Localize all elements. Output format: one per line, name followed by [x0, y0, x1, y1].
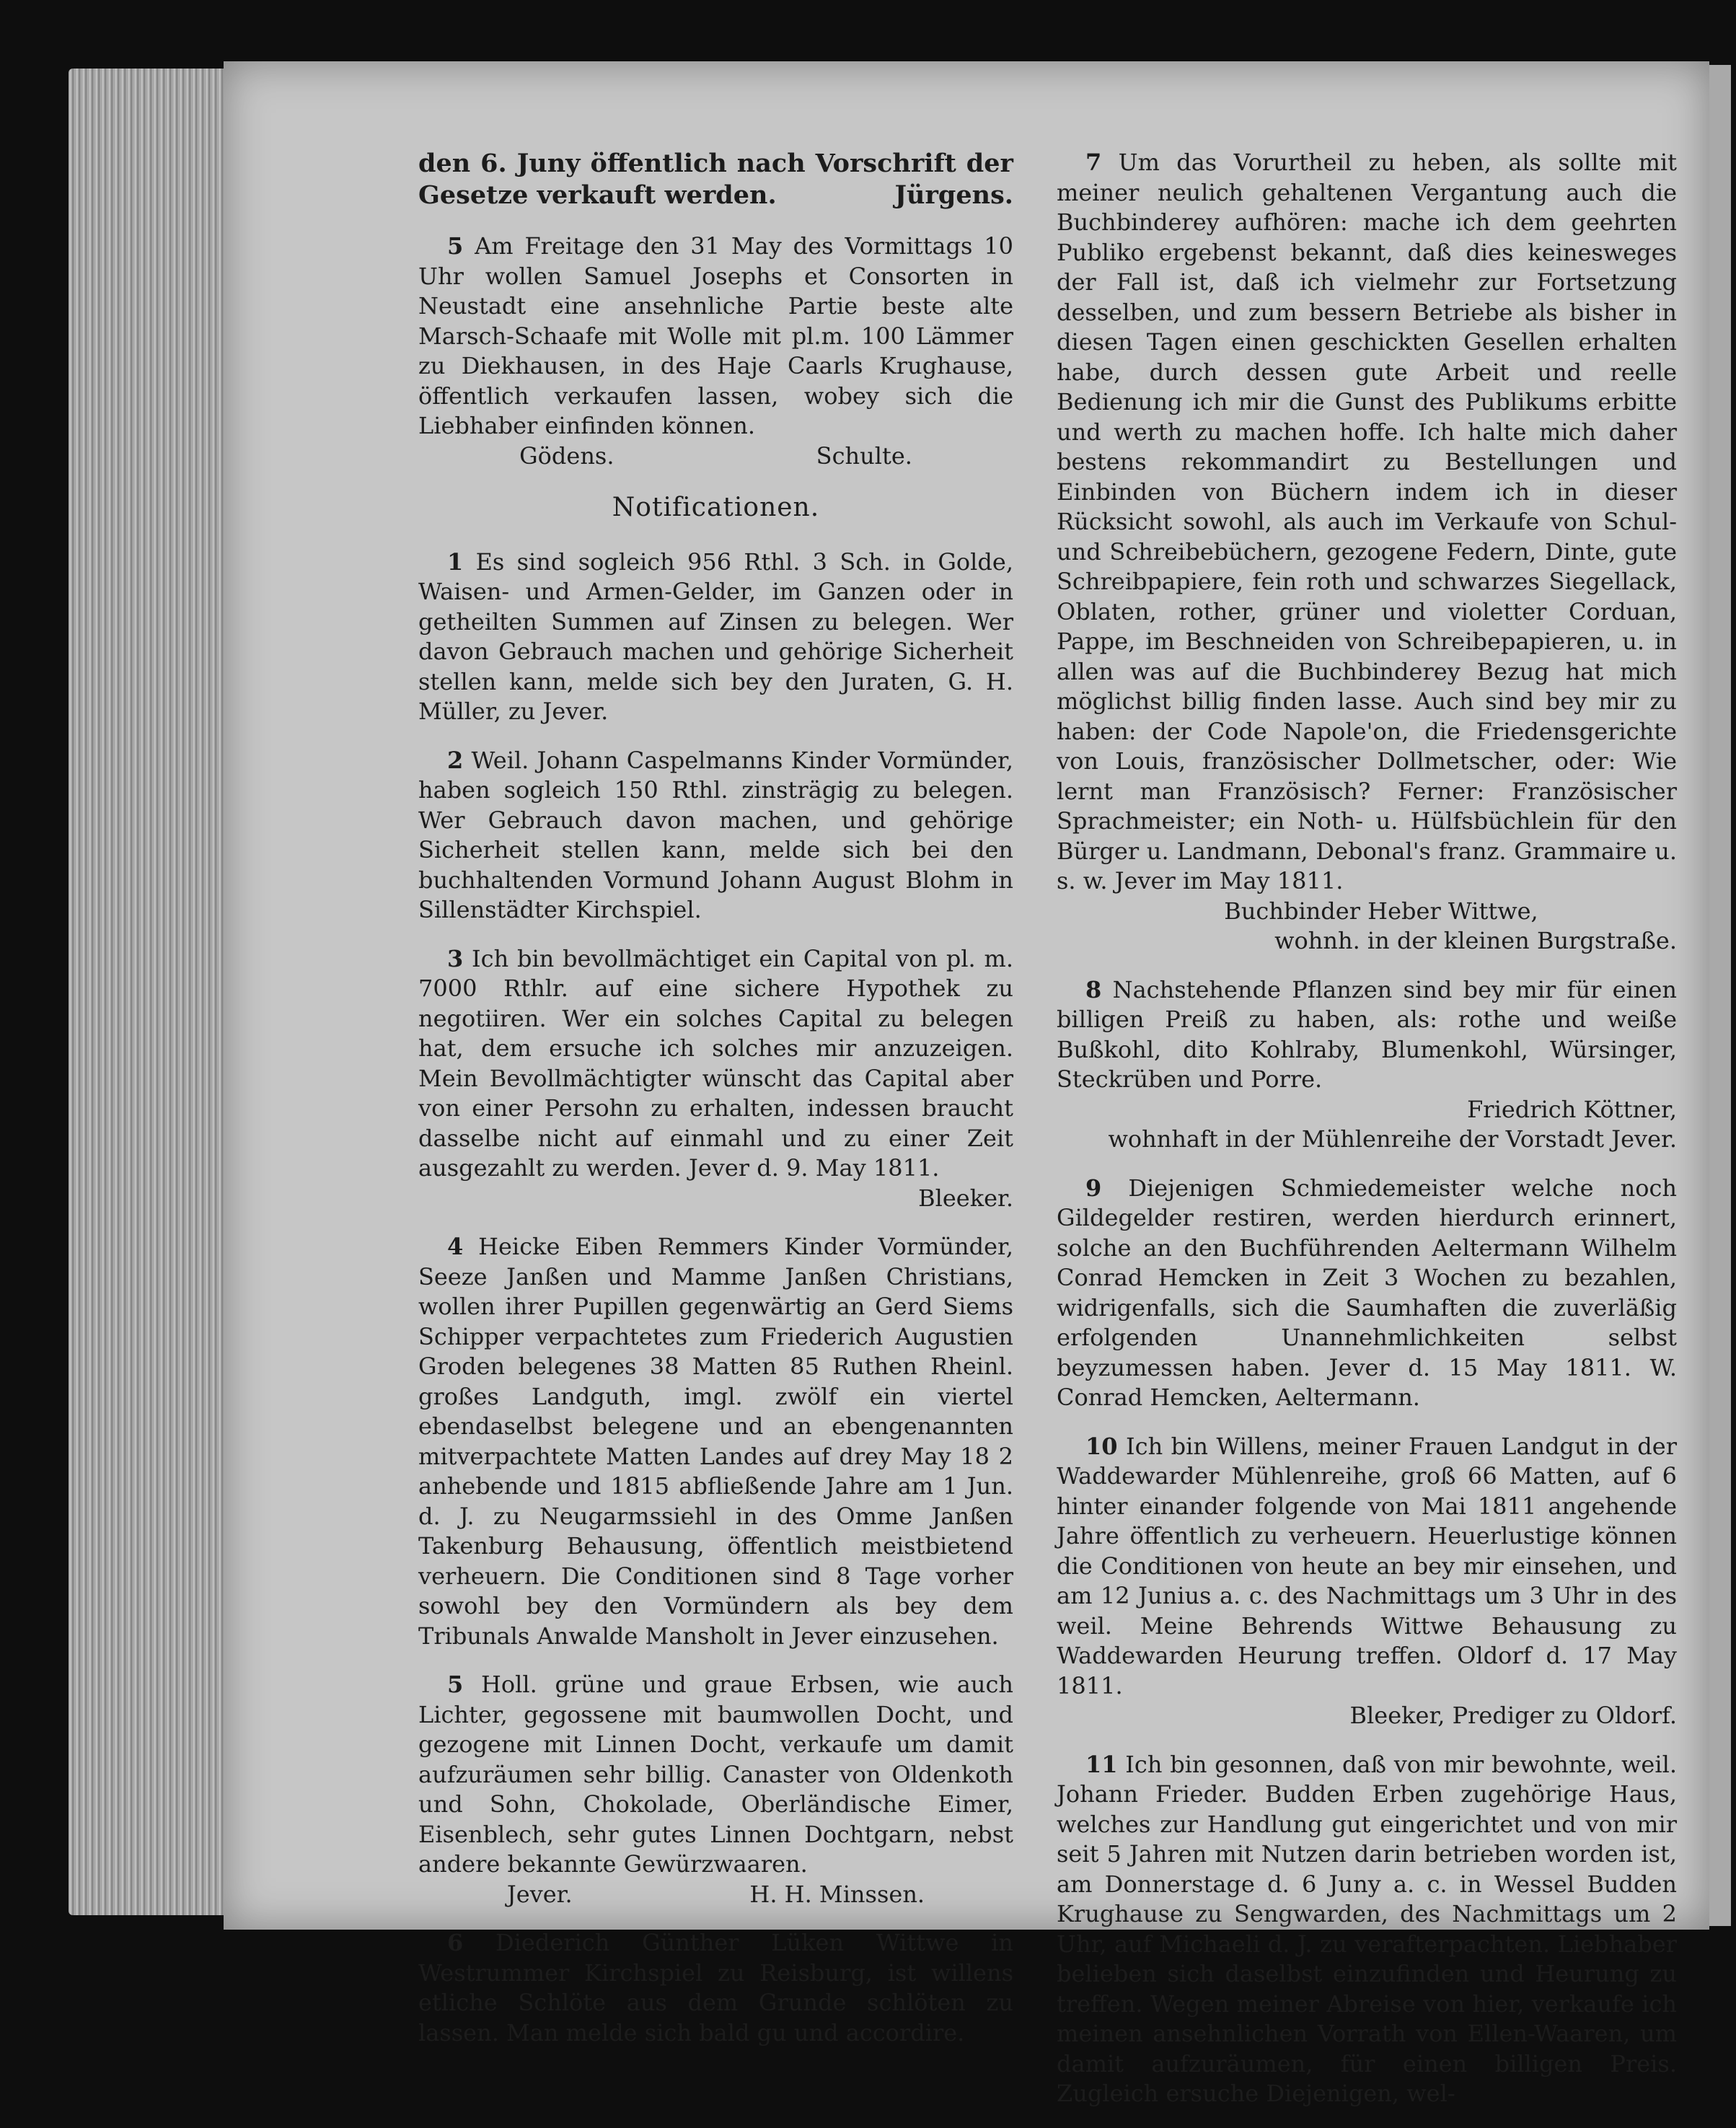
entry-text: Ich bin bevollmächtiget ein Capital von pl. m. 7000 Rthlr. auf eine sichere Hypothek zu negotiiren. Wer ein solches Capital zu belegen hat, dem ersuche ich solches mir anzuzeigen. Mein Bevollmächtigter wünscht das Capital aber von einer Persohn zu erhalten, indessen braucht dasselbe nicht auf einmahl und zu einer Zeit ausgezahlt zu werden. Jever d. 9. May 1811. [418, 944, 1014, 1182]
notification-1 [418, 548, 1013, 727]
notification-3 [418, 944, 1013, 1214]
entry-text: Heicke Eiben Remmers Kinder Vormünder, Seeze Janßen und Mamme Janßen Christians, wollen ihrer Pupillen gegenwärtig an Gerd Siems Schipper verpachtetes zum Friederich Augustien Groden belegenes 38 Matten 85 Ruthen Rheinl. großes Landguth, imgl. zwölf ein viertel ebendaselbst belegene und an ebengenannten mitverpachtete Matten Landes auf drey May 18 2 anhebende und 1815 abfließende Jahre am 1 Jun. d. J. zu Neugarmssiehl in des Omme Janßen Takenburg Behausung, öffentlich meistbietend verheuern. Die Conditionen sind 8 Tage vorher sowohl bey den Vormündern als bey dem Tribunals Anwalde Mansholt in Jever einzusehen. [418, 1233, 1014, 1650]
signature-name: H. H. Minssen. [749, 1880, 925, 1908]
left-column [418, 148, 1013, 2067]
notification-2 [418, 746, 1013, 925]
entry-number: 11 [1085, 1750, 1118, 1778]
right-column [1057, 148, 1677, 2128]
entry-text: Am Freitage den 31 May des Vormittags 10 Uhr wollen Samuel Josephs et Consorten in Neustadt eine ansehnliche Partie beste alte Marsch-Schaafe mit Wolle mit pl.m. 100 Lämmer zu Diekhausen, in des Haje Caarls Krughause, öffentlich verkaufen lassen, wobey sich die Liebhaber einfinden können. [418, 232, 1013, 439]
entry-text: Weil. Johann Caspelmanns Kinder Vormünder, haben sogleich 150 Rthl. zinsträgig zu belegen. Wer Gebrauch davon machen, und gehörige Sicherheit stellen kann, melde sich bei den buchhaltenden Vormund Johann August Blohm in Sillenstädter Kirchspiel. [418, 746, 1014, 923]
entry-text: Ich bin Willens, meiner Frauen Landgut in der Waddewarder Mühlenreihe, groß 66 Matten, auf 6 hinter einander folgende von Mai 1811 angehende Jahre öffentlich zu verheuern. Heuerlustige können die Conditionen von heute an bey mir einsehen, und am 12 Junius a. c. des Nachmittags um 3 Uhr in des weil. Meine Behrends Wittwe Behausung zu Waddewarden Heurung treffen. Oldorf d. 17 May 1811. [1057, 1432, 1678, 1700]
entry-number: 4 [447, 1233, 464, 1260]
entry-text: Um das Vorurtheil zu heben, als sollte mit meiner neulich gehaltenen Vergantung auch die Buchbinderey aufhören: mache ich dem geehrten Publiko ergebenst bekannt, daß dies keinesweges der Fall ist, daß ich vielmehr zur Fortsetzung desselben, und zum bessern Betriebe als bisher in diesen Tagen einen geschickten Gesellen erhalten habe, durch dessen gute Arbeit und reelle Bedienung ich mir die Gunst des Publikums erbitte und werth zu machen hoffe. Ich halte mich daher bestens rekommandirt zu Bestellungen und Einbinden von Büchern indem ich in dieser Rücksicht sowohl, als auch im Verkaufe von Schul- und Schreibebüchern, gezogene Federn, Dinte, gute Schreibpapiere, fein roth und schwarzes Siegellack, Oblaten, rother, grüner und violetter Corduan, Pappe, im Beschneiden von Schreibepapieren, u. in allen was auf die Buchbinderey Bezug hat mich möglichst billig finden lasse. Auch sind bey mir zu haben: der Code Napole'on, die Friedensgerichte von Louis, französischer Dollmetscher, oder: Wie lernt man Französisch? Ferner: Französischer Sprachmeister; ein Noth- u. Hülfsbüchlein für den Bürger u. Landmann, Debonal's franz. Grammaire u. s. w. Jever im May 1811. [1057, 149, 1678, 894]
signature-name: Schulte. [816, 441, 912, 470]
entry-text: Diederich Günther Lüken Wittwe in Westrummer Kirchspiel zu Reisburg, ist willens etliche Schlöte aus dem Grunde schlöten zu lassen. Man melde sich bald gu und accordire. [418, 1929, 1014, 2046]
entry-address: wohnhaft in der Mühlenreihe der Vorstadt Jever. [1108, 1125, 1677, 1153]
entry-number: 5 [447, 232, 464, 260]
entry-text: Diejenigen Schmiedemeister welche noch Gildegelder restiren, werden hierdurch erinnert, solche an den Buchführenden Aeltermann Wilhelm Conrad Hemcken in Zeit 3 Wochen zu bezahlen, widrigenfalls, sich die Saumhaften die zuverläßig erfolgenden Unannehmlichkeiten selbst beyzumessen haben. Jever d. 15 May 1811. W. Conrad Hemcken, Aeltermann. [1057, 1174, 1677, 1411]
sale-entry-5 [418, 232, 1013, 471]
entry-number: 3 [447, 944, 464, 972]
entry-number: 5 [447, 1671, 464, 1698]
entry-number: 1 [447, 548, 464, 576]
signature-place: Jever. [506, 1880, 573, 1908]
entry-number: 6 [447, 1929, 464, 1956]
notification-6 [418, 1928, 1013, 2048]
entry-signature [418, 441, 1013, 472]
entry-signature: Bleeker, Prediger zu Oldorf. [1349, 1702, 1677, 1729]
book-page-stack [69, 69, 234, 1915]
entry-signature: Friedrich Köttner, [1467, 1095, 1677, 1123]
section-heading: Notificationen. [612, 493, 820, 522]
continuation-notice [418, 148, 1013, 211]
entry-text: Es sind sogleich 956 Rthl. 3 Sch. in Golde, Waisen- und Armen-Gelder, im Ganzen oder in getheilten Summen auf Zinsen zu belegen. Wer davon Gebrauch machen und gehörige Sicherheit stellen kann, melde sich bey den Juraten, G. H. Müller, zu Jever. [418, 548, 1014, 725]
signature-place: Gödens. [519, 441, 614, 470]
notification-8 [1057, 975, 1677, 1155]
entry-number: 2 [447, 746, 464, 774]
entry-signature: Bleeker. [918, 1184, 1013, 1212]
next-page-edge [1709, 65, 1731, 1926]
notification-7 [1057, 148, 1677, 957]
continuation-signature: Jürgens. [894, 180, 1013, 210]
notification-9 [1057, 1174, 1677, 1413]
entry-text: Holl. grüne und graue Erbsen, wie auch Lichter, gegossene mit baumwollen Docht, und gezogene mit Linnen Docht, verkaufe um damit aufzuräumen sehr billig. Canaster von Oldenkoth und Sohn, Chokolade, Oberländische Eimer, Eisenblech, sehr gutes Linnen Dochtgarn, nebst andere bekannte Gewürzwaaren. [418, 1671, 1013, 1878]
entry-number: 9 [1085, 1174, 1102, 1202]
entry-number: 8 [1085, 975, 1102, 1003]
entry-text: Ich bin gesonnen, daß von mir bewohnte, weil. Johann Frieder. Budden Erben zugehörige Haus, welches zur Handlung gut eingerichtet und von mir seit 5 Jahren mit Nutzen darin betrieben worden ist, am Donnerstage d. 6 Juny a. c. in Wessel Budden Krughause zu Sengwarden, des Nachmittags um 2 Uhr, auf Michaeli d. J. zu verafterpachten. Liebhaber belieben sich daselbst einzufinden und Heurung zu treffen. Wegen meiner Abreise von hier, verkaufe ich meinen ansehnlichen Vorrath von Ellen-Waaren, um damit aufzuräumen, für einen billigen Preis. Zugleich ersuche Diejenigen, wel- [1057, 1750, 1678, 2107]
notification-10 [1057, 1432, 1677, 1731]
entry-signature: Buchbinder Heber Wittwe, [1224, 897, 1538, 925]
entry-number: 10 [1085, 1432, 1118, 1460]
notification-4 [418, 1232, 1013, 1651]
entry-text: Nachstehende Pflanzen sind bey mir für einen billigen Preiß zu haben, als: rothe und weiße Bußkohl, dito Kohlraby, Blumenkohl, Würsinger, Steckrüben und Porre. [1057, 975, 1678, 1093]
notification-5 [418, 1670, 1013, 1909]
continuation-text: den 6. Juny öffentlich nach Vorschrift der Gesetze verkauft werden. [418, 149, 1013, 210]
entry-signature [418, 1880, 1013, 1910]
entry-number: 7 [1085, 149, 1102, 176]
notification-11 [1057, 1750, 1677, 2109]
entry-address: wohnh. in der kleinen Burgstraße. [1274, 927, 1677, 954]
